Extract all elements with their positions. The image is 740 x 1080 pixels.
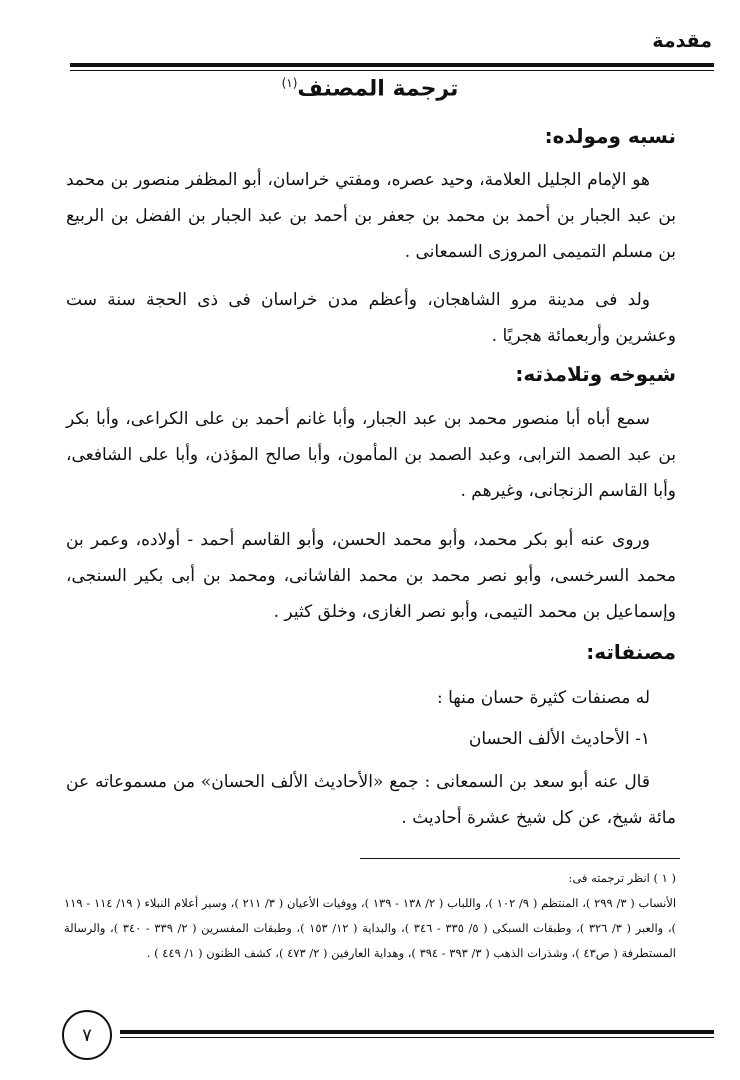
header-rule-thick (70, 63, 714, 67)
paragraph-teachers: سمع أباه أبا منصور محمد بن عبد الجبار، وأبا غانم أحمد بن على الكراعى، وأبا بكر بن عبد الصمد الترابى، وعبد الصمد بن المأمون، وأبا صالح المؤذن، وأبا على الشافعى، وأبا القاسم الزنجانى، وغيرهم . (66, 409, 676, 501)
footer-rule-thick (120, 1030, 714, 1034)
footnote-text: الأنساب ( ٣/ ٢٩٩ )، المنتظم ( ٩/ ١٠٢ )، واللباب ( ٢/ ١٣٨ - ١٣٩ )، ووفيات الأعيان ( ٣/ ٢١١ )، وسير أعلام النبلاء ( ١٩/ ١١٤ - ١١٩ )، والعبر ( ٣/ ٣٢٦ )، وطبقات السبكى ( ٥/ ٣٣٥ - ٣٤٦ )، والبداية ( ١٢/ ١٥٣ )، وطبقات المفسرين ( ٢/ ٣٣٩ - ٣٤٠ )، والرسالة المستطرفة ( ص٤٣ )، وشذرات الذهب ( ٣/ ٣٩٣ - ٣٩٤ )، وهداية العارفين ( ٢/ ٤٧٣ )، كشف الظنون ( ١/ ٤٤٩ ) . (64, 896, 677, 960)
page-number-text: ٧ (82, 1024, 92, 1046)
chapter-title (0, 76, 740, 101)
chapter-title-text: ترجمة المصنف (297, 76, 459, 102)
header-rule-thin (70, 70, 714, 71)
page-number (62, 1010, 112, 1060)
paragraph-works-intro: له مصنفات كثيرة حسان منها : (436, 688, 650, 708)
footnote-intro: ( ١ ) انظر ترجمته فى: (568, 871, 676, 885)
section-heading-lineage: نسبه ومولده: (544, 124, 676, 148)
footer-rule-thin (120, 1037, 714, 1038)
paragraph-students: وروى عنه أبو بكر محمد، وأبو محمد الحسن، وأبو القاسم أحمد - أولاده، وعمر بن محمد السرخسى، وأبو نصر محمد بن محمد الفاشانى، ومحمد بن أبى بكير السنجى، وإسماعيل بن محمد التيمى، وأبو نصر الغازى، وخلق كثير . (66, 530, 676, 622)
section-heading-works: مصنفاته: (586, 640, 676, 664)
paragraph-lineage: هو الإمام الجليل العلامة، وحيد عصره، ومفتي خراسان، أبو المظفر منصور بن محمد بن عبد الجبار بن أحمد بن محمد بن جعفر بن أحمد بن عبد الجبار بن الفضل بن الربيع بن مسلم التميمى المروزى السمعانى . (66, 170, 676, 262)
footnote-ref: (١) (281, 76, 298, 90)
paragraph-birth: ولد فى مدينة مرو الشاهجان، وأعظم مدن خراسان فى ذى الحجة سنة ست وعشرين وأربعمائة هجريًا . (66, 290, 676, 346)
running-head: مقدمة (652, 30, 712, 52)
list-item-work-1: ١- الأحاديث الألف الحسان (468, 729, 650, 749)
paragraph-work-description: قال عنه أبو سعد بن السمعانى : جمع «الأحاديث الألف الحسان» من مسموعاته عن مائة شيخ، عن كل شيخ عشرة أحاديث . (66, 772, 676, 828)
footnotes (64, 866, 676, 966)
footnote-rule (360, 858, 680, 859)
section-heading-teachers: شيوخه وتلامذته: (515, 362, 676, 386)
